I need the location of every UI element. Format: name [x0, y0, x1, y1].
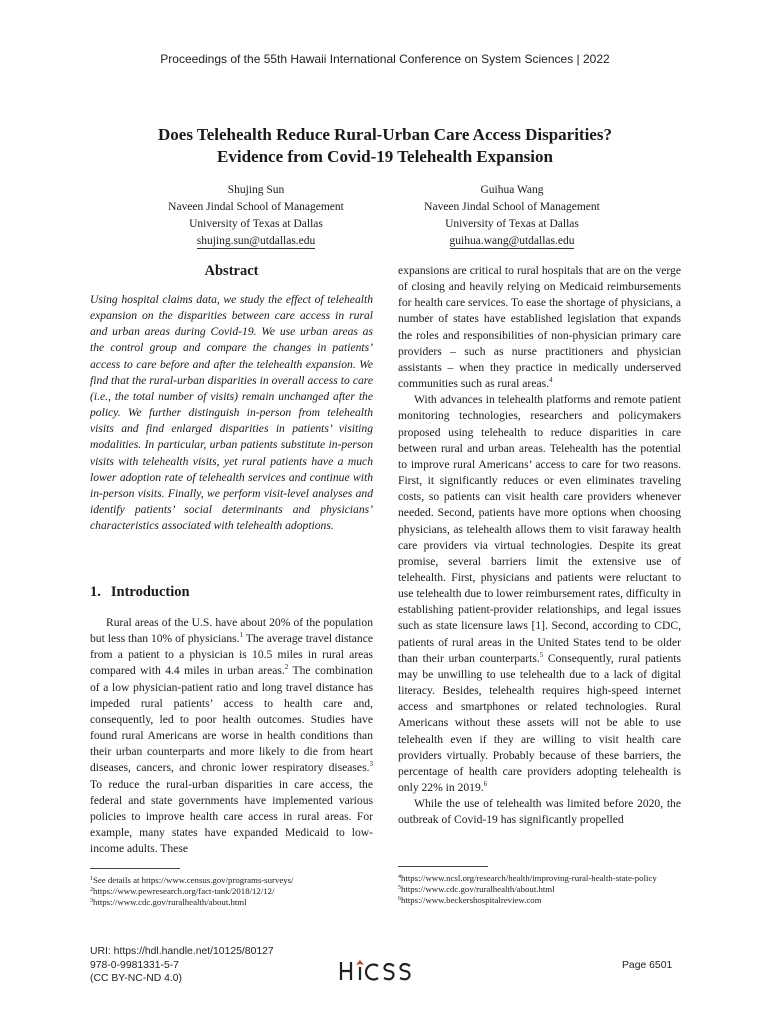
footnote-ref[interactable]: 5	[539, 650, 544, 659]
author-email-link[interactable]: shujing.sun@utdallas.edu	[196, 235, 316, 247]
hicss-logo-icon	[338, 958, 430, 984]
footnote-link[interactable]: https://www.cdc.gov/ruralhealth/about.html	[401, 884, 555, 894]
author-university: University of Texas at Dallas	[189, 218, 323, 230]
abstract-heading: Abstract	[204, 263, 259, 279]
author-block-1	[136, 182, 376, 250]
author-university: University of Texas at Dallas	[445, 218, 579, 230]
footnote: $^6$https://www.beckershospitalreview.com	[398, 895, 542, 905]
section-number: 1.	[90, 584, 101, 600]
page-number: Page 6501	[622, 960, 673, 971]
author-name: Guihua Wang	[480, 184, 544, 196]
footnote-divider	[398, 866, 488, 867]
footnote: $^3$https://www.cdc.gov/ruralhealth/about.html	[90, 897, 247, 907]
author-name: Shujing Sun	[227, 184, 285, 196]
body-paragraph: While the use of telehealth was limited before 2020, the outbreak of Covid-19 has significantly propelled	[398, 797, 681, 827]
footnote: $^4$https://www.ncsl.org/research/health/improving-rural-health-state-policy	[398, 873, 657, 883]
footnote-link[interactable]: https://www.pewresearch.org/fact-tank/2018/12/12/	[93, 886, 275, 896]
intro-paragraph: Rural areas of the U.S. have about 20% of the population but less than 10% of physicians.$^1$ The average travel distance from a patient to a physician is 10.5 miles in rural areas compared with 4.4 miles in urban areas.$^2$ The combination of a low physician-patient ratio and long travel distance has impeded rural patients’ access to health care and, consequently, led to poor health outcomes. Studies have found rural Americans are worse in health conditions than their urban counterparts and more likely to die from heart diseases, cancers, and chronic lower respiratory diseases.$^3$ To reduce the rural-urban disparities in care access, the federal and state governments have implemented various policies to improve health care access in rural areas. For example, many states have expanded Medicaid to low-income adults. These	[90, 616, 373, 856]
left-column-body	[90, 615, 373, 857]
footnotes-left	[90, 868, 380, 908]
footnote-link[interactable]: https://www.beckershospitalreview.com	[401, 895, 542, 905]
section-title: Introduction	[110, 584, 190, 600]
footnote: $^1$See details at https://www.census.gov/programs-surveys/	[90, 875, 294, 885]
footnote-divider	[90, 868, 180, 869]
footnote-ref[interactable]: 3	[369, 760, 373, 769]
body-paragraph: With advances in telehealth platforms and remote patient monitoring technologies, researchers and policymakers proposed using telehealth to reduce disparities in care between rural and urban areas. Telehealth has the potential to improve rural Americans’ access to care for two reasons. First, it significantly reduces or even eliminates traveling costs, so patients can visit health care providers whenever needed. Second, patients have more options when choosing physicians, as telehealth allows them to visit faraway health care providers via virtual technologies. Despite its great promise, several barriers limit the extensive use of telehealth. First, physicians and patients were reluctant to use telehealth due to lower reimbursement rates, difficulty in establishing patient-provider relationships, and legal issues such as state licensure laws [1]. Second, according to CDC, patients of rural areas in the United States tend to be older than their urban counterparts.$^5$ Consequently, rural patients may be unwilling to use telehealth due to a lack of digital literacy. Besides, telehealth requires high-speed internet access and smartphones or related technologies. Rural Americans without these assets will not be able to use telehealth even if they are willing to visit health care providers virtually. Probably because of these barriers, the percentage of health care providers adopting telehealth is only 22% in 2019.$^6$	[398, 393, 682, 794]
footnote-ref[interactable]: 2	[284, 663, 289, 672]
author-department: Naveen Jindal School of Management	[168, 201, 344, 213]
publication-metadata	[90, 945, 274, 986]
proceedings-header: Proceedings of the 55th Hawaii International Conference on System Sciences | 2022	[160, 52, 610, 66]
footnotes-right	[398, 866, 688, 906]
license: (CC BY-NC-ND 4.0)	[90, 973, 182, 984]
footnote-ref[interactable]: 1	[239, 631, 244, 640]
author-email-link[interactable]: guihua.wang@utdallas.edu	[449, 235, 575, 247]
footnote-link[interactable]: See details at https://www.census.gov/programs-surveys/	[93, 875, 294, 885]
paper-title	[60, 124, 710, 168]
title-line-1: Does Telehealth Reduce Rural-Urban Care Access Disparities?	[158, 125, 612, 144]
title-line-2: Evidence from Covid-19 Telehealth Expansion	[217, 147, 553, 166]
author-block-2	[392, 182, 632, 250]
section-heading-introduction	[90, 584, 200, 601]
abstract-text: Using hospital claims data, we study the effect of telehealth expansion on the disparities between care access in rural and urban areas during Covid-19. We use urban areas as the control group and compare the changes in patients’ access to care before and after the telehealth expansion. We find that the rural-urban disparities in overall access to care (i.e., the total number of visits) remain unchanged after the policy. We further distinguish in-person from telehealth visits and find enlarged disparities in patients’ visiting modalities. In particular, urban patients substitute in-person visits with telehealth visits, yet rural patients have a much lower adoption rate of telehealth services and continue with in-person visits. Finally, we perform visit-level analyses and identify patients’ social determinants and physicians’ characteristics associated with telehealth adoptions.	[90, 293, 373, 533]
footnote-ref[interactable]: 4	[549, 376, 553, 385]
body-paragraph: expansions are critical to rural hospitals that are on the verge of closing and heavily relying on Medicaid reimbursements for health care services. To ease the shortage of physicians, a number of states have established legislation that expands the roles and responsibilities of non-physician primary care providers – such as nurse practitioners and physician assistants – when they practice in medically underserved communities such as rural areas.$^4$	[398, 264, 681, 391]
author-department: Naveen Jindal School of Management	[424, 201, 600, 213]
footnote-link[interactable]: https://www.ncsl.org/research/health/improving-rural-health-state-policy	[401, 873, 657, 883]
right-column-body	[398, 263, 681, 828]
footnote-link[interactable]: https://www.cdc.gov/ruralhealth/about.html	[93, 897, 247, 907]
uri-link[interactable]: URI: https://hdl.handle.net/10125/80127	[90, 946, 274, 957]
footnote-ref[interactable]: 6	[483, 780, 488, 788]
footnote: $^5$https://www.cdc.gov/ruralhealth/about.html	[398, 884, 555, 894]
isbn: 978-0-9981331-5-7	[90, 959, 179, 971]
footnote: $^2$https://www.pewresearch.org/fact-tank/2018/12/12/	[90, 886, 275, 896]
